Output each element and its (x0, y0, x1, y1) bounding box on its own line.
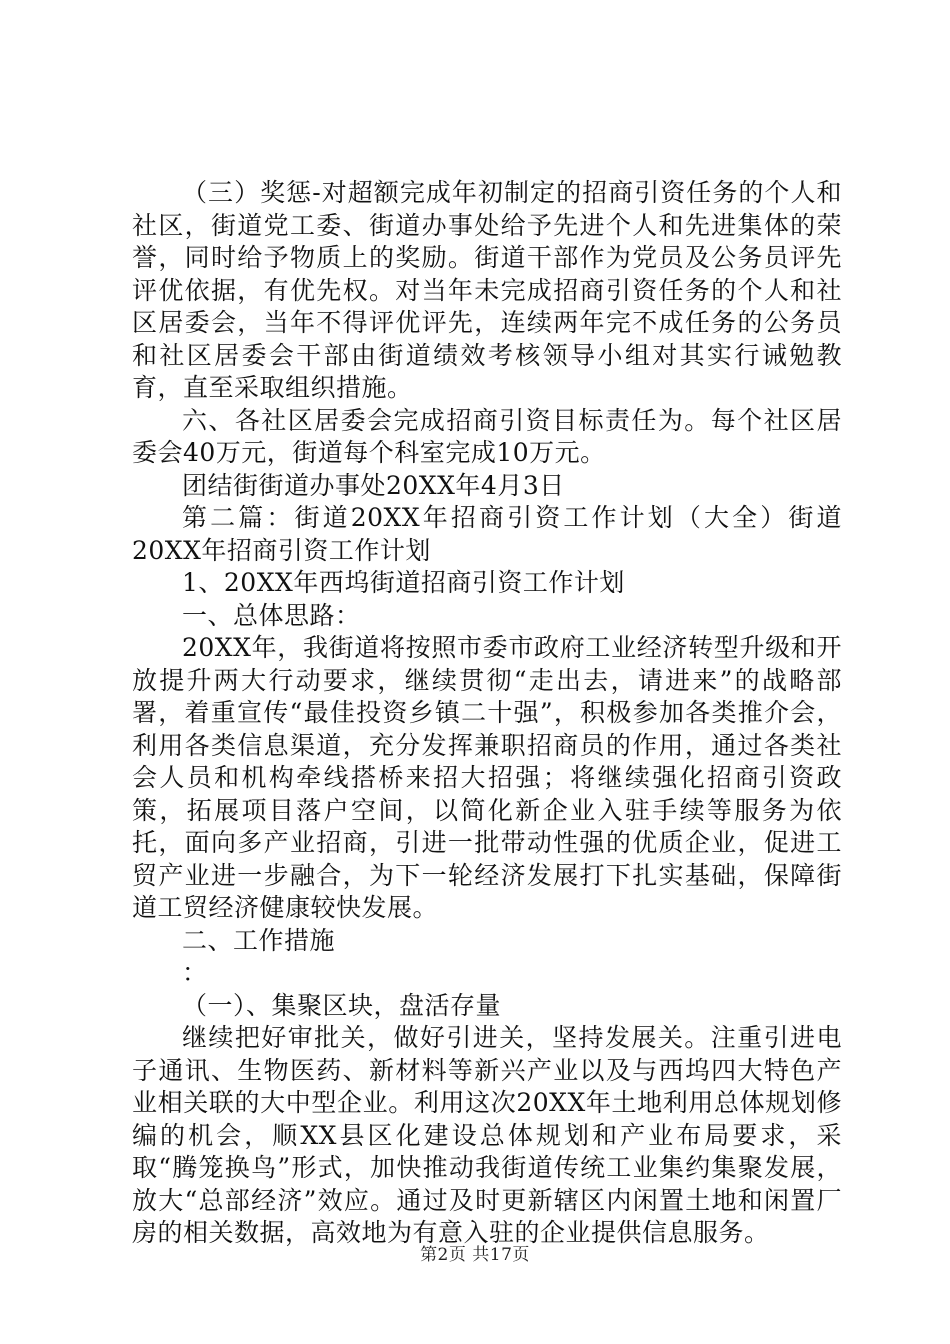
heading-work-measures: 二、工作措施 (182, 925, 336, 955)
paragraph-overall-thinking: 20XX年，我街道将按照市委市政府工业经济转型升级和开放提升两大行动要求，继续贯彻“走出去，请进来”的战略部署，着重宣传“最佳投资乡镇二十强”，积极参加各类推介会，利用各类信息渠道，充分发挥兼职招商员的作用，通过各类社会人员和机构牵线搭桥来招大招强；将继续强化招商引资政策，拓展项目落户空间，以简化新企业入驻手续等服务为依托，面向多产业招商，引进一批带动性强的优质企业，促进工贸产业进一步融合，为下一轮经济发展打下扎实基础，保障街道工贸经济健康较快发展。 (132, 633, 842, 922)
paragraph-signature-date: 团结街街道办事处20XX年4月3日 (182, 470, 565, 500)
stray-colon: ： (182, 958, 208, 987)
paragraph-targets: 六、各社区居委会完成招商引资目标责任为。每个社区居委会40万元，街道每个科室完成10万元。 (132, 405, 842, 467)
paragraph-plan-title: 1、20XX年西坞街道招商引资工作计划 (182, 568, 625, 597)
paragraph-cluster-blocks: 继续把好审批关，做好引进关，坚持发展关。注重引进电子通讯、生物医药、新材料等新兴产业以及与西坞四大特色产业相关联的大中型企业。利用这次20XX年土地利用总体规划修编的机会，顺XX县区化建设总体规划和产业布局要求，采取“腾笼换鸟”形式，加快推动我街道传统工业集约集聚发展，放大“总部经济”效应。通过及时更新辖区内闲置土地和闲置厂房的相关数据，高效地为有意入驻的企业提供信息服务。 (132, 1023, 842, 1247)
heading-cluster-blocks: （一）、集聚区块，盘活存量 (182, 990, 502, 1020)
paragraph-rewards: （三）奖惩-对超额完成年初制定的招商引资任务的个人和社区，街道党工委、街道办事处给予先进个人和先进集体的荣誉，同时给予物质上的奖励。街道干部作为党员及公务员评先评优依据，有优先权。对当年未完成招商引资任务的个人和社区居委会，当年不得评优评先，连续两年完不成任务的公务员和社区居委会干部由街道绩效考核领导小组对其实行诫勉教育，直至采取组织措施。 (132, 178, 842, 402)
heading-overall-thinking: 一、总体思路： (182, 600, 361, 630)
page-footer: 第2页 共17页 (420, 1245, 530, 1265)
paragraph-part-two-title: 第二篇：街道20XX年招商引资工作计划（大全）街道20XX年招商引资工作计划 (132, 503, 842, 565)
document-body (132, 177, 842, 1250)
